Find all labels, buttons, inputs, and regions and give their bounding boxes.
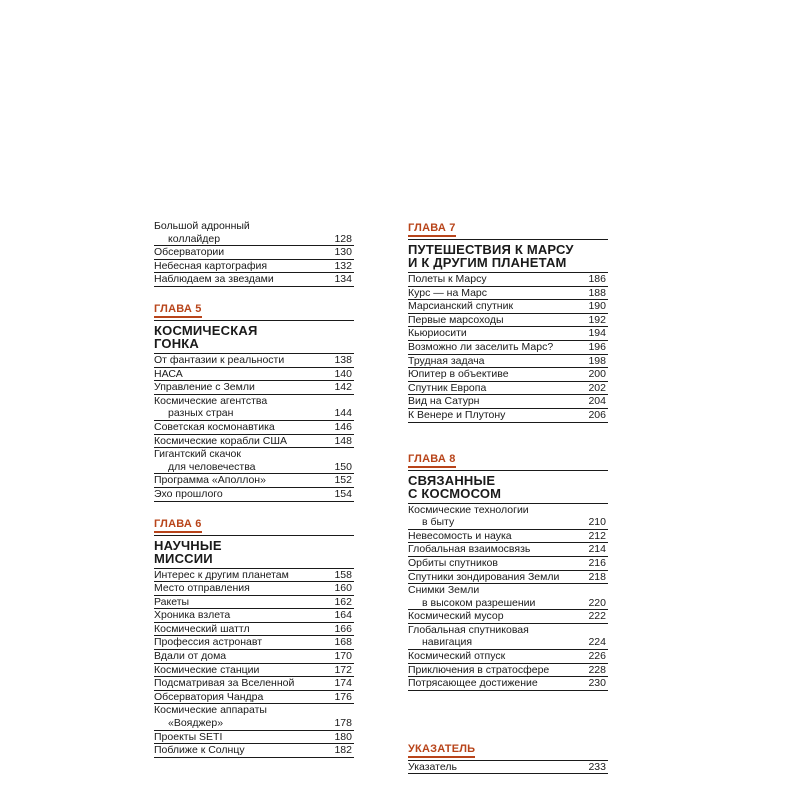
toc-entry-page: 164 (334, 609, 352, 622)
toc-entry-title: Подсматривая за Вселенной (154, 677, 295, 690)
toc-entry (154, 623, 354, 637)
toc-entry (154, 717, 354, 731)
toc-entry-title: От фантазии к реальности (154, 353, 285, 366)
toc-entry-page: 176 (334, 690, 352, 703)
toc-entry-title: Космический отпуск (408, 650, 506, 663)
chapter-entries (154, 354, 354, 502)
toc-entry (408, 504, 608, 517)
chapter-6 (154, 514, 354, 758)
toc-entry-title: Курс — на Марс (408, 286, 488, 299)
chapter-title-line: СВЯЗАННЫЕ (408, 472, 496, 488)
toc-entry-page: 132 (334, 259, 352, 272)
chapter-title (408, 474, 608, 503)
toc-entry (408, 664, 608, 678)
toc-entry (154, 407, 354, 421)
toc-entry-page: 160 (334, 582, 352, 595)
toc-entry-page: 142 (334, 381, 352, 394)
toc-entry-title: в высоком разрешении (422, 596, 536, 609)
toc-entry-title: НАСА (154, 367, 183, 380)
toc-entry (408, 597, 608, 611)
toc-entry-title: Трудная задача (408, 354, 485, 367)
toc-entry-title: Кьюриосити (408, 327, 467, 340)
toc-entry (408, 636, 608, 650)
toc-entry-page: 218 (588, 570, 606, 583)
toc-entry (408, 273, 608, 287)
toc-entry (408, 327, 608, 341)
toc-entry (408, 610, 608, 624)
toc-entry-page: 220 (588, 596, 606, 609)
toc-entry-title: Советская космонавтика (154, 420, 275, 433)
toc-entry (408, 530, 608, 544)
chapter-tag: ГЛАВА 6 (154, 518, 202, 533)
chapter-title-line: НАУЧНЫЕ (154, 537, 222, 553)
toc-right-column (408, 218, 608, 774)
toc-entry (154, 488, 354, 502)
toc-entry-title: К Венере и Плутону (408, 408, 506, 421)
toc-entry-page: 212 (588, 529, 606, 542)
toc-entry-page: 158 (334, 568, 352, 581)
toc-entry (154, 395, 354, 408)
toc-entry-page: 224 (588, 636, 606, 649)
toc-entry-page: 206 (588, 408, 606, 421)
toc-entry-title: Потрясающее достижение (408, 677, 538, 690)
toc-entry-title: Интерес к другим планетам (154, 568, 289, 581)
toc-entry (408, 624, 608, 637)
toc-entry-page: 162 (334, 595, 352, 608)
toc-entry-page: 198 (588, 354, 606, 367)
toc-entry-page: 178 (334, 717, 352, 730)
toc-entry (408, 382, 608, 396)
chapter-rule (408, 239, 608, 240)
chapter-tag: УКАЗАТЕЛЬ (408, 743, 475, 758)
toc-entry (408, 650, 608, 664)
toc-entry-title: Вдали от дома (154, 650, 227, 663)
toc-entry-title: Вид на Сатурн (408, 395, 480, 408)
toc-left-column (154, 220, 354, 758)
toc-entry (154, 650, 354, 664)
toc-entry (154, 636, 354, 650)
toc-entry-title: Хроника взлета (154, 609, 231, 622)
toc-entry-title: навигация (422, 636, 473, 649)
toc-entry (154, 354, 354, 368)
toc-entry-page: 182 (334, 744, 352, 757)
toc-entry (408, 543, 608, 557)
chapter-7 (408, 218, 608, 423)
chapter-title-line: И К ДРУГИМ ПЛАНЕТАМ (408, 255, 567, 270)
toc-entry-title: Эхо прошлого (154, 487, 223, 500)
toc-entry-title: Космический шаттл (154, 622, 250, 635)
chapter-title (154, 324, 354, 353)
toc-entry (408, 300, 608, 314)
chapter-tag: ГЛАВА 7 (408, 222, 456, 237)
toc-entry-page: 204 (588, 395, 606, 408)
toc-entry-title: Место отправления (154, 582, 250, 595)
toc-entry-page: 230 (588, 677, 606, 690)
toc-entry (154, 435, 354, 449)
chapter-title-line: МИССИИ (154, 550, 213, 566)
toc-entry (408, 395, 608, 409)
toc-entry (154, 582, 354, 596)
toc-entry-title: Марсианский спутник (408, 300, 514, 313)
chapter-5 (154, 299, 354, 502)
toc-entry-page: 172 (334, 663, 352, 676)
toc-entry-page: 166 (334, 622, 352, 635)
toc-entry (154, 368, 354, 382)
toc-entry (154, 677, 354, 691)
toc-entry (154, 461, 354, 475)
chapter-title (154, 539, 354, 568)
toc-entry (154, 220, 354, 233)
chapter-entries (154, 569, 354, 758)
toc-entry (408, 287, 608, 301)
toc-entry-page: 146 (334, 420, 352, 433)
toc-entry (154, 233, 354, 247)
toc-entry-page: 200 (588, 368, 606, 381)
toc-entry-page: 228 (588, 663, 606, 676)
toc-entry-page: 188 (588, 286, 606, 299)
toc-entry (154, 246, 354, 260)
toc-entry-title: разных стран (168, 407, 234, 420)
toc-entry-page: 210 (588, 516, 606, 529)
toc-entry (408, 341, 608, 355)
toc-entry-title: Глобальная спутниковая (408, 623, 529, 636)
toc-entry-title: Обсерватории (154, 246, 225, 259)
chapter-rule (154, 535, 354, 536)
toc-entry-page: 196 (588, 340, 606, 353)
chapter-title-line: ПУТЕШЕСТВИЯ К МАРСУ (408, 242, 574, 257)
toc-entry-title: Управление с Земли (154, 381, 255, 394)
toc-entry-title: Профессия астронавт (154, 636, 263, 649)
toc-entry-page: 194 (588, 327, 606, 340)
chapter-entries (408, 504, 608, 691)
toc-entry-title: Программа «Аполлон» (154, 474, 266, 487)
toc-entry-page: 226 (588, 650, 606, 663)
toc-entry-page: 170 (334, 650, 352, 663)
toc-entry (154, 731, 354, 745)
toc-entry-title: Проекты SETI (154, 730, 223, 743)
toc-entry-page: 144 (334, 407, 352, 420)
toc-entry (154, 744, 354, 758)
toc-entry-title: Большой адронный (154, 220, 250, 232)
toc-entry (154, 569, 354, 583)
toc-entry (154, 474, 354, 488)
chapter-title (408, 243, 608, 272)
toc-entry (154, 704, 354, 717)
toc-entry-title: Возможно ли заселить Марс? (408, 340, 554, 353)
toc-entry-page: 192 (588, 313, 606, 326)
index-entries (408, 761, 608, 775)
toc-entry (154, 381, 354, 395)
toc-entry-page: 130 (334, 246, 352, 259)
toc-entry-page: 152 (334, 474, 352, 487)
chapter-rule (154, 320, 354, 321)
toc-entry-title: Обсерватория Чандра (154, 690, 264, 703)
toc-entry-title: Глобальная взаимосвязь (408, 543, 531, 556)
toc-entry-title: Космические станции (154, 663, 260, 676)
toc-entry-title: Первые марсоходы (408, 313, 504, 326)
toc-entry-title: Космические корабли США (154, 434, 287, 447)
toc-entry-title: Орбиты спутников (408, 556, 498, 569)
chapter-8 (408, 449, 608, 691)
toc-entry-page: 150 (334, 460, 352, 473)
toc-entry-title: Космический мусор (408, 610, 504, 623)
toc-entry-title: Космические аппараты (154, 704, 267, 717)
chapter-rule (408, 470, 608, 471)
toc-entry (408, 314, 608, 328)
toc-entry (154, 664, 354, 678)
toc-entry-page: 180 (334, 730, 352, 743)
toc-entry-page: 202 (588, 381, 606, 394)
toc-entry-title: Юпитер в объективе (408, 368, 509, 381)
toc-entry-title: Приключения в стратосфере (408, 663, 550, 676)
intro-entries (154, 220, 354, 287)
toc-entry-page: 134 (334, 273, 352, 286)
toc-entry-title: Снимки Земли (408, 584, 480, 597)
toc-entry (408, 557, 608, 571)
toc-entry (408, 677, 608, 691)
toc-entry (154, 421, 354, 435)
toc-entry-page: 140 (334, 367, 352, 380)
toc-entry (154, 260, 354, 274)
toc-entry (154, 596, 354, 610)
toc-entry-page: 154 (334, 487, 352, 500)
toc-entry-title: коллайдер (168, 232, 221, 245)
toc-entry-title: Наблюдаем за звездами (154, 273, 274, 286)
toc-entry-page: 222 (588, 610, 606, 623)
toc-entry-page: 216 (588, 556, 606, 569)
toc-entry-title: Небесная картография (154, 259, 268, 272)
toc-entry-title: Спутники зондирования Земли (408, 570, 560, 583)
toc-entry-title: в быту (422, 516, 455, 529)
toc-entry (408, 584, 608, 597)
toc-entry-page: 138 (334, 353, 352, 366)
toc-entry-title: для человечества (168, 460, 256, 473)
toc-entry-page: 214 (588, 543, 606, 556)
toc-entry (408, 355, 608, 369)
toc-entry-title: Гигантский скачок (154, 448, 241, 461)
toc-entry-title: Поближе к Солнцу (154, 744, 245, 757)
toc-entry (408, 571, 608, 585)
toc-entry (154, 448, 354, 461)
chapter-title-line: С КОСМОСОМ (408, 485, 502, 501)
toc-entry-page: 128 (334, 232, 352, 245)
toc-entry-page: 190 (588, 300, 606, 313)
chapter-title-line: ГОНКА (154, 335, 200, 351)
toc-entry (154, 273, 354, 287)
toc-entry-title: Полеты к Марсу (408, 273, 487, 285)
toc-entry (408, 761, 608, 775)
toc-entry-title: Невесомость и наука (408, 529, 512, 542)
toc-entry-title: Указатель (408, 760, 457, 773)
toc-entry (408, 516, 608, 530)
toc-entry (408, 368, 608, 382)
toc-entry-page: 174 (334, 677, 352, 690)
chapter-title-line: КОСМИЧЕСКАЯ (154, 322, 258, 338)
toc-entry-title: Космические агентства (154, 394, 268, 407)
toc-entry-page: 233 (588, 760, 606, 773)
chapter-entries (408, 273, 608, 423)
toc-entry (154, 691, 354, 705)
toc-entry-page: 186 (588, 273, 606, 285)
toc-entry-page: 148 (334, 434, 352, 447)
chapter-tag: ГЛАВА 8 (408, 453, 456, 468)
toc-entry (154, 609, 354, 623)
index-section (408, 739, 608, 775)
toc-entry-title: Ракеты (154, 595, 190, 608)
toc-entry-title: Спутник Европа (408, 381, 487, 394)
toc-entry-title: «Вояджер» (168, 717, 224, 730)
toc-entry-title: Космические технологии (408, 503, 529, 516)
toc-entry-page: 168 (334, 636, 352, 649)
chapter-tag: ГЛАВА 5 (154, 303, 202, 318)
toc-entry (408, 409, 608, 423)
